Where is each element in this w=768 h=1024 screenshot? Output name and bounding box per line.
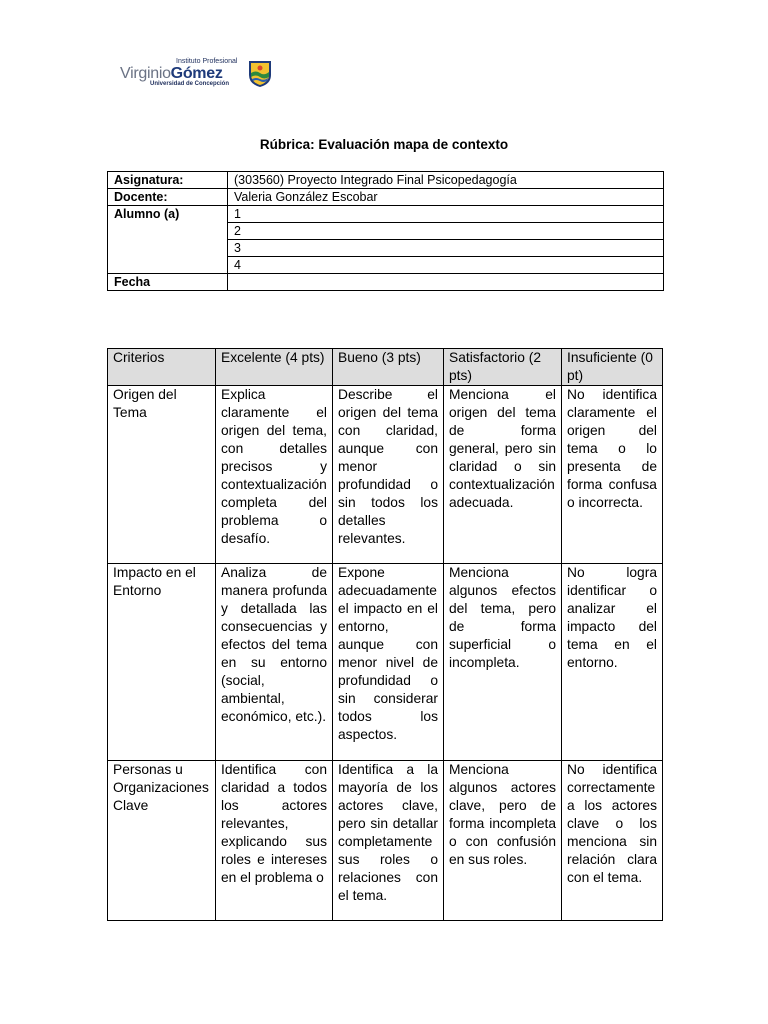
info-table (107, 171, 664, 291)
student-slot: 2 (228, 223, 664, 240)
satisfactorio-cell: Menciona algunos actores clave, pero de forma incompleta o con confusión en sus roles. (444, 761, 562, 921)
subject-value: (303560) Proyecto Integrado Final Psicopedagogía (228, 172, 664, 189)
date-label: Fecha (108, 274, 228, 291)
excelente-cell: Identifica con claridad a todos los actores relevantes, explicando sus roles e intereses en el problema o (216, 761, 333, 921)
rubric-row (108, 386, 663, 564)
bueno-cell: Expone adecuadamente el impacto en el entorno, aunque con menor nivel de profundidad o sin considerar todos los aspectos. (333, 564, 444, 761)
date-value (228, 274, 664, 291)
page-title: Rúbrica: Evaluación mapa de contexto (259, 137, 509, 152)
criterion-cell: Impacto en el Entorno (108, 564, 216, 761)
teacher-label: Docente: (108, 189, 228, 206)
institution-logo (118, 56, 278, 92)
bueno-cell: Identifica a la mayoría de los actores clave, pero sin detallar completamente sus roles o relaciones con el tema. (333, 761, 444, 921)
rubric-row (108, 761, 663, 921)
student-label: Alumno (a) (108, 206, 228, 274)
satisfactorio-cell: Menciona algunos efectos del tema, pero de forma superficial o incompleta. (444, 564, 562, 761)
institute-label: Instituto Profesional (176, 58, 238, 65)
subject-row (108, 172, 664, 189)
criterion-cell: Personas u Organizaciones Clave (108, 761, 216, 921)
excelente-cell: Analiza de manera profunda y detallada las consecuencias y efectos del tema en su entorno (social, ambiental, económico, etc.). (216, 564, 333, 761)
date-row (108, 274, 664, 291)
header-criterios: Criterios (108, 349, 216, 386)
header-excelente: Excelente (4 pts) (216, 349, 333, 386)
excelente-cell: Explica claramente el origen del tema, con detalles precisos y contextualización completa del problema o desafío. (216, 386, 333, 564)
criterion-cell: Origen del Tema (108, 386, 216, 564)
header-satisfactorio: Satisfactorio (2 pts) (444, 349, 562, 386)
student-row (108, 206, 664, 223)
teacher-row (108, 189, 664, 206)
insuficiente-cell: No identifica correctamente a los actores clave o los menciona sin relación clara con el tema. (562, 761, 663, 921)
shield-icon (248, 60, 272, 88)
bueno-cell: Describe el origen del tema con claridad, aunque con menor profundidad o sin todos los detalles relevantes. (333, 386, 444, 564)
rubric-header-row (108, 349, 663, 386)
satisfactorio-cell: Menciona el origen del tema de forma general, pero sin claridad o sin contextualización adecuada. (444, 386, 562, 564)
teacher-value: Valeria González Escobar (228, 189, 664, 206)
student-slot: 1 (228, 206, 664, 223)
university-label: Universidad de Concepción (150, 81, 230, 87)
subject-label: Asignatura: (108, 172, 228, 189)
rubric-row (108, 564, 663, 761)
student-slot: 4 (228, 257, 664, 274)
header-bueno: Bueno (3 pts) (333, 349, 444, 386)
insuficiente-cell: No logra identificar o analizar el impacto del tema en el entorno. (562, 564, 663, 761)
insuficiente-cell: No identifica claramente el origen del tema o lo presenta de forma confusa o incorrecta. (562, 386, 663, 564)
rubric-table (107, 348, 663, 921)
student-slot: 3 (228, 240, 664, 257)
brand-first: Virginio (120, 65, 171, 82)
header-insuficiente: Insuficiente (0 pt) (562, 349, 663, 386)
brand-second: Gómez (170, 65, 223, 82)
